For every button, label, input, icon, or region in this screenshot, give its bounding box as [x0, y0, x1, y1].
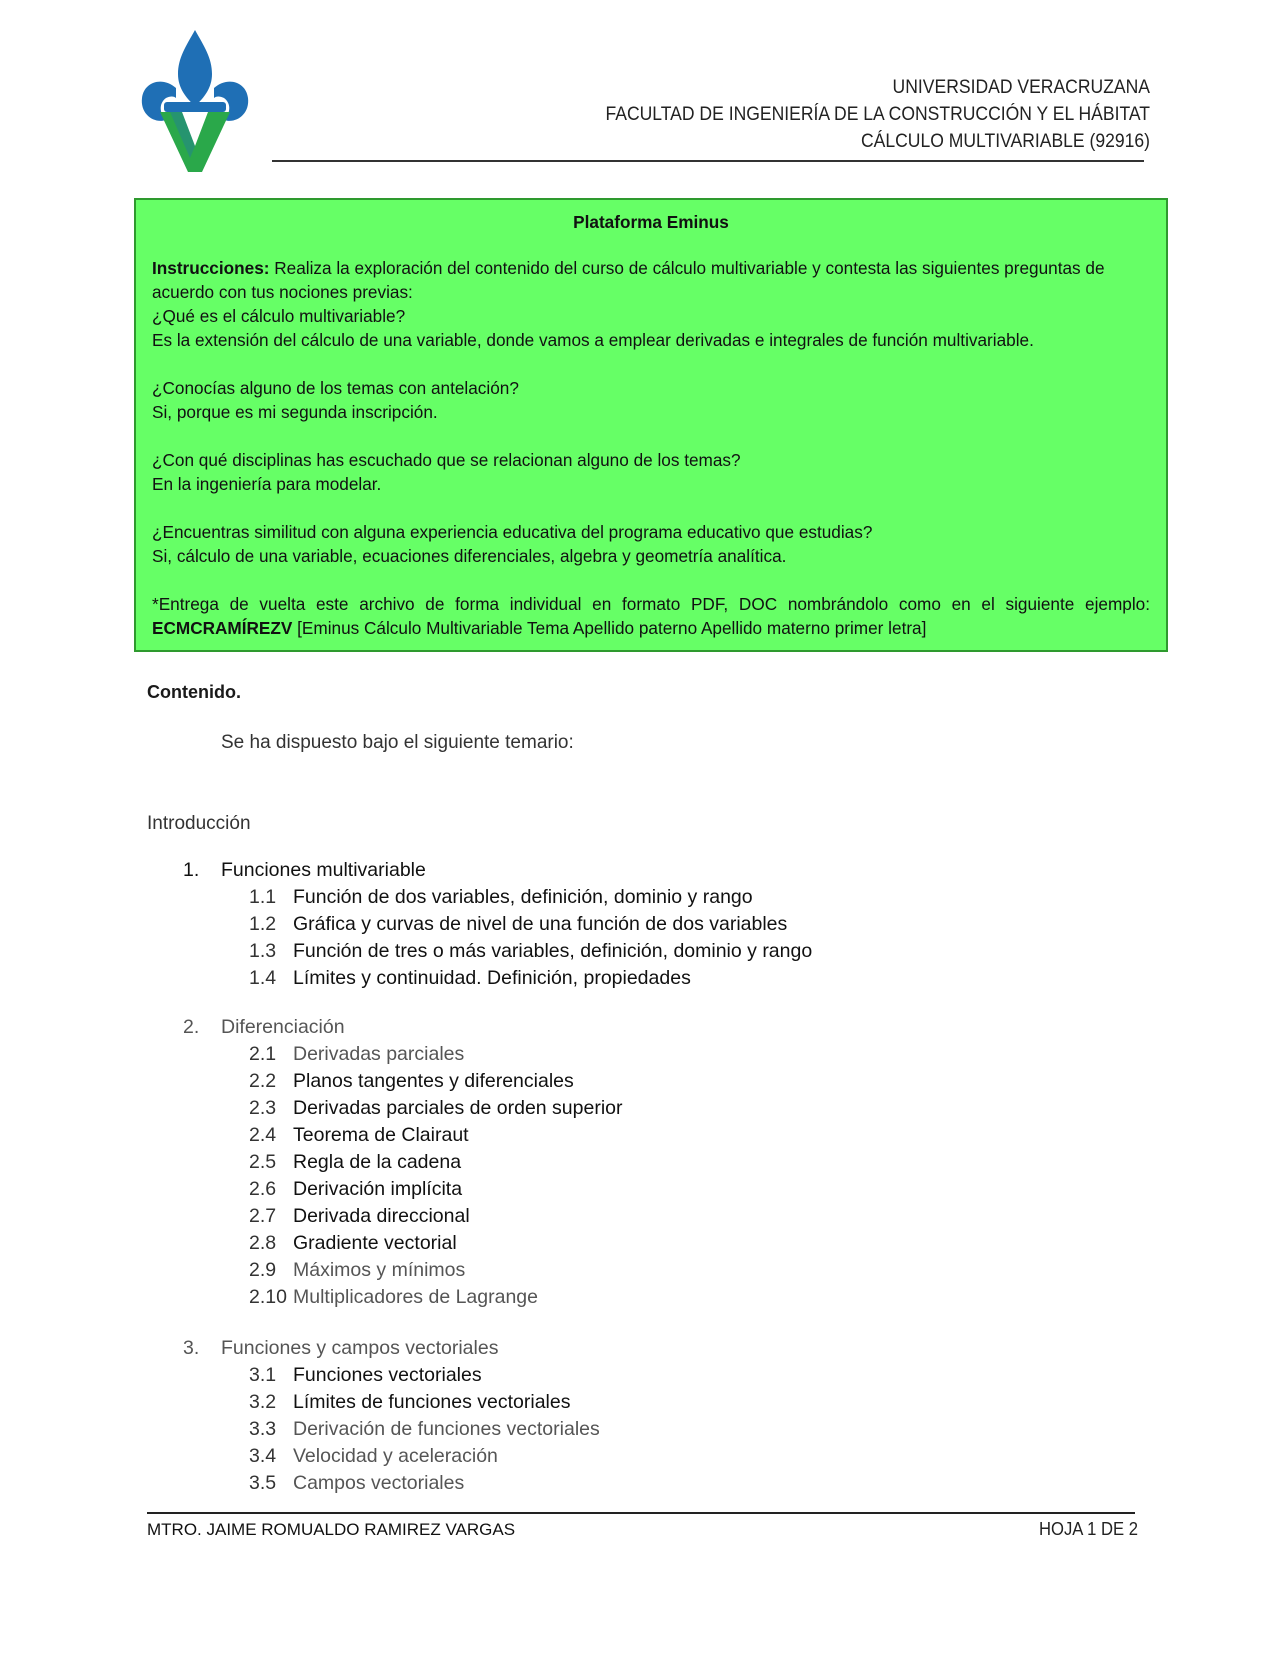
answer-1: Es la extensión del cálculo de una variable, donde vamos a emplear derivadas e integrales de función multivariable. — [152, 330, 1034, 350]
university-logo — [140, 28, 250, 174]
delivery-example — [152, 616, 1150, 640]
file-name-example: ECMCRAMÍREZV — [152, 618, 293, 638]
question-2: ¿Conocías alguno de los temas con antelación? — [152, 378, 519, 398]
section-number: 1. — [183, 859, 200, 881]
list-item: 1.4 Límites y continuidad. Definición, propiedades — [249, 967, 691, 989]
list-item: 2.8 Gradiente vectorial — [249, 1232, 457, 1254]
syllabus-section-1 — [183, 857, 812, 992]
instructions-label: Instrucciones: — [152, 258, 270, 278]
list-item: 2.9 Máximos y mínimos — [249, 1259, 466, 1281]
section-title: Funciones y campos vectoriales — [221, 1337, 499, 1359]
question-3: ¿Con qué disciplinas has escuchado que se relacionan alguno de los temas? — [152, 450, 741, 470]
file-name-format: [Eminus Cálculo Multivariable Tema Apellido paterno Apellido materno primer letra] — [292, 618, 927, 638]
document-header — [606, 74, 1151, 155]
instructions-box — [134, 198, 1168, 652]
delivery-note: *Entrega de vuelta este archivo de forma individual en formato PDF, DOC nombrándolo como en el siguiente ejemplo: — [152, 594, 1150, 614]
list-item: 3.3 Derivación de funciones vectoriales — [249, 1418, 600, 1440]
instructions-paragraph — [152, 256, 1150, 304]
list-item: 2.3 Derivadas parciales de orden superior — [249, 1097, 623, 1119]
header-course: CÁLCULO MULTIVARIABLE (92916) — [860, 130, 1150, 152]
page-number: HOJA 1 DE 2 — [1038, 1518, 1138, 1539]
flor-de-lis-icon — [142, 30, 248, 172]
list-item: 2.2 Planos tangentes y diferenciales — [249, 1070, 574, 1092]
list-item: 1.2 Gráfica y curvas de nivel de una función de dos variables — [249, 913, 788, 935]
header-faculty: FACULTAD DE INGENIERÍA DE LA CONSTRUCCIÓN Y EL HÁBITAT — [605, 103, 1150, 125]
list-item: 3.2 Límites de funciones vectoriales — [249, 1391, 571, 1413]
list-item: 2.6 Derivación implícita — [249, 1178, 463, 1200]
list-item: 2.4 Teorema de Clairaut — [249, 1124, 469, 1146]
list-item: 2.1 Derivadas parciales — [249, 1043, 465, 1065]
syllabus-section-2 — [183, 1014, 623, 1311]
question-1: ¿Qué es el cálculo multivariable? — [152, 306, 406, 326]
header-divider — [272, 160, 1144, 162]
list-item: 1.3 Función de tres o más variables, definición, dominio y rango — [249, 940, 813, 962]
list-item: 2.7 Derivada direccional — [249, 1205, 470, 1227]
list-item: 3.5 Campos vectoriales — [249, 1472, 465, 1494]
syllabus-section-3 — [183, 1335, 600, 1497]
header-university: UNIVERSIDAD VERACRUZANA — [892, 76, 1150, 98]
section-number: 2. — [183, 1016, 200, 1038]
question-4: ¿Encuentras similitud con alguna experiencia educativa del programa educativo que estudias? — [152, 522, 873, 542]
list-item: 1.1 Función de dos variables, definición, dominio y rango — [249, 886, 753, 908]
list-item: 3.4 Velocidad y aceleración — [249, 1445, 498, 1467]
section-title: Diferenciación — [221, 1016, 345, 1038]
list-item: 2.5 Regla de la cadena — [249, 1151, 462, 1173]
section-number: 3. — [183, 1337, 200, 1359]
answer-3: En la ingeniería para modelar. — [152, 474, 382, 494]
list-item: 3.1 Funciones vectoriales — [249, 1364, 482, 1386]
answer-4: Si, cálculo de una variable, ecuaciones diferenciales, algebra y geometría analítica. — [152, 546, 787, 566]
instructions-text: Realiza la exploración del contenido del curso de cálculo multivariable y contesta las siguientes preguntas de acuerdo con tus nociones previas: — [152, 258, 1105, 302]
content-intro: Se ha dispuesto bajo el siguiente temario: — [221, 732, 574, 753]
section-title: Funciones multivariable — [221, 859, 426, 881]
answer-2: Si, porque es mi segunda inscripción. — [152, 402, 438, 422]
footer-author: MTRO. JAIME ROMUALDO RAMIREZ VARGAS — [147, 1520, 516, 1539]
topic-introduction: Introducción — [147, 813, 251, 834]
footer-divider — [147, 1512, 1135, 1514]
box-title: Plataforma Eminus — [573, 212, 729, 232]
content-heading: Contenido. — [147, 682, 241, 702]
list-item: 2.10 Multiplicadores de Lagrange — [249, 1286, 538, 1308]
